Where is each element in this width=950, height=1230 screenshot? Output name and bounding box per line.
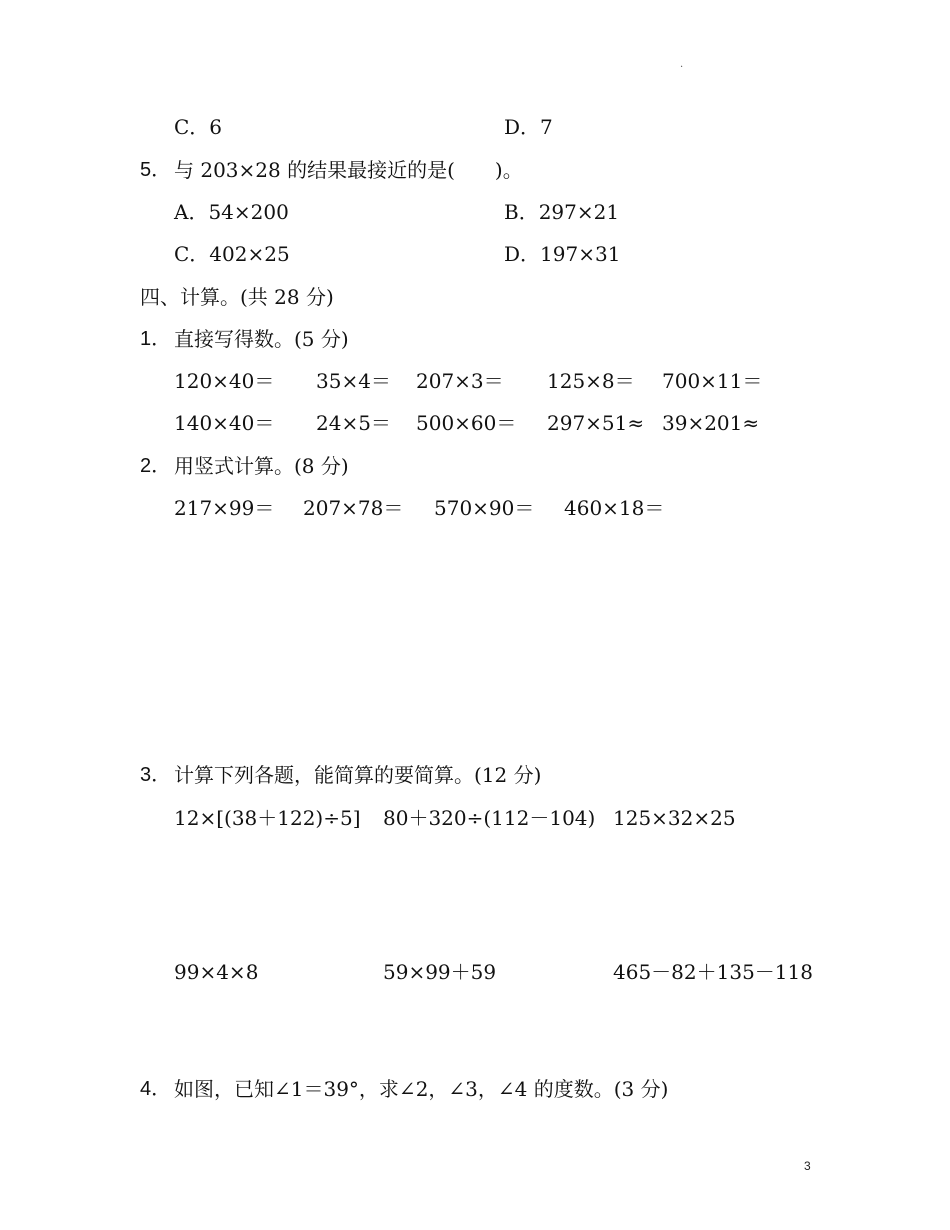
question-stem: 与 203×28 的结果最接近的是( )。 xyxy=(174,158,523,182)
problem-number: 3． xyxy=(140,764,172,786)
question-number: 5． xyxy=(140,159,172,181)
expression: 12×[(38＋122)÷5] xyxy=(174,806,361,830)
expression: 125×32×25 xyxy=(613,806,736,830)
option-c: C．6 xyxy=(174,115,223,139)
expression: 125×8＝ xyxy=(547,369,635,393)
expression: 35×4＝ xyxy=(316,369,391,393)
top-mark: . xyxy=(680,59,684,70)
expression: 700×11＝ xyxy=(662,369,763,393)
expression: 217×99＝ xyxy=(174,496,275,520)
option-c: C．402×25 xyxy=(174,242,290,266)
expression: 39×201≈ xyxy=(662,411,760,435)
expression: 500×60＝ xyxy=(416,411,517,435)
expression: 120×40＝ xyxy=(174,369,275,393)
option-b: B．297×21 xyxy=(504,200,620,224)
problem-number: 1． xyxy=(140,328,172,350)
expression: 465－82＋135－118 xyxy=(613,960,813,984)
expression: 140×40＝ xyxy=(174,411,275,435)
expression: 207×3＝ xyxy=(416,369,504,393)
problem-title: 计算下列各题，能简算的要简算。(12 分) xyxy=(174,763,542,787)
expression: 207×78＝ xyxy=(303,496,404,520)
expression: 570×90＝ xyxy=(434,496,535,520)
page-number: 3 xyxy=(804,1159,811,1173)
expression: 460×18＝ xyxy=(564,496,665,520)
section-title: 四、计算。(共 28 分) xyxy=(140,285,334,309)
expression: 24×5＝ xyxy=(316,411,391,435)
problem-title: 直接写得数。(5 分) xyxy=(174,327,349,351)
problem-title: 如图，已知∠1＝39°，求∠2，∠3，∠4 的度数。(3 分) xyxy=(174,1077,669,1101)
expression: 80＋320÷(112－104) xyxy=(383,806,596,830)
option-d: D．197×31 xyxy=(504,242,621,266)
problem-title: 用竖式计算。(8 分) xyxy=(174,454,349,478)
expression: 297×51≈ xyxy=(547,411,645,435)
option-d: D．7 xyxy=(504,115,553,139)
expression: 99×4×8 xyxy=(174,960,259,984)
expression: 59×99＋59 xyxy=(383,960,497,984)
problem-number: 2． xyxy=(140,455,172,477)
problem-number: 4． xyxy=(140,1078,172,1100)
option-a: A．54×200 xyxy=(174,200,289,224)
